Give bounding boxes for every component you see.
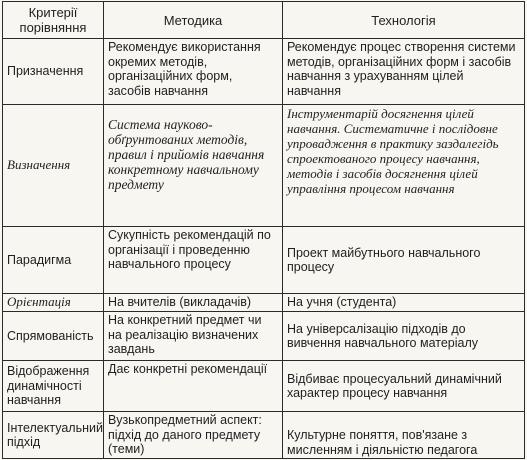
row-method: Система науково-обґрунтованих методів, правил і прийомів навчання конкретному навчальному предмету xyxy=(104,105,283,227)
row-criterion: Орієнтація xyxy=(3,294,104,312)
table-header-row xyxy=(3,2,525,39)
row-criterion: Інтелектуальний підхід xyxy=(3,412,104,459)
table-row xyxy=(3,312,525,361)
row-technology: Інструментарій досягнення цілей навчання. Систематичне і послідовне упровадження в практику заздалегідь спроектованого процесу навчання, методів і засобів досягнення цілей управління процесом навчання xyxy=(283,105,525,227)
row-technology: Культурне поняття, пов'язане з мисленням і діяльністю педагога xyxy=(283,412,525,459)
header-criteria: Критерії порівняння xyxy=(3,2,104,39)
row-technology: Рекомендує процес створення системи методів, організаційних форм і засобів навчання з урахуванням цілей навчання xyxy=(283,39,525,105)
row-criterion: Парадигма xyxy=(3,227,104,294)
row-method: Сукупність рекомендацій по організації і проведенню навчального процесу xyxy=(104,227,283,294)
row-criterion: Спрямованість xyxy=(3,312,104,361)
row-method: Дає конкретні рекомендації xyxy=(104,361,283,412)
row-method: Вузькопредметний аспект: підхід до даного предмету (теми) xyxy=(104,412,283,459)
table-row xyxy=(3,361,525,412)
table-row xyxy=(3,294,525,312)
row-technology: Відбиває процесуальний динамічний характер процесу навчання xyxy=(283,361,525,412)
comparison-table xyxy=(2,1,525,459)
row-technology: Проект майбутнього навчального процесу xyxy=(283,227,525,294)
header-technology: Технологія xyxy=(283,2,525,39)
row-method: Рекомендує використання окремих методів, організаційних форм, засобів навчання xyxy=(104,39,283,105)
table-row xyxy=(3,105,525,227)
table-row xyxy=(3,227,525,294)
row-criterion: Відображення динамічності навчання xyxy=(3,361,104,412)
row-technology: На учня (студента) xyxy=(283,294,525,312)
table-row xyxy=(3,412,525,459)
table-row xyxy=(3,39,525,105)
row-criterion: Призначення xyxy=(3,39,104,105)
row-method: На вчителів (викладачів) xyxy=(104,294,283,312)
row-technology: На універсалізацію підходів до вивчення навчального матеріалу xyxy=(283,312,525,361)
row-method: На конкретний предмет чи на реалізацію визначених завдань xyxy=(104,312,283,361)
row-criterion: Визначення xyxy=(3,105,104,227)
header-method: Методика xyxy=(104,2,283,39)
